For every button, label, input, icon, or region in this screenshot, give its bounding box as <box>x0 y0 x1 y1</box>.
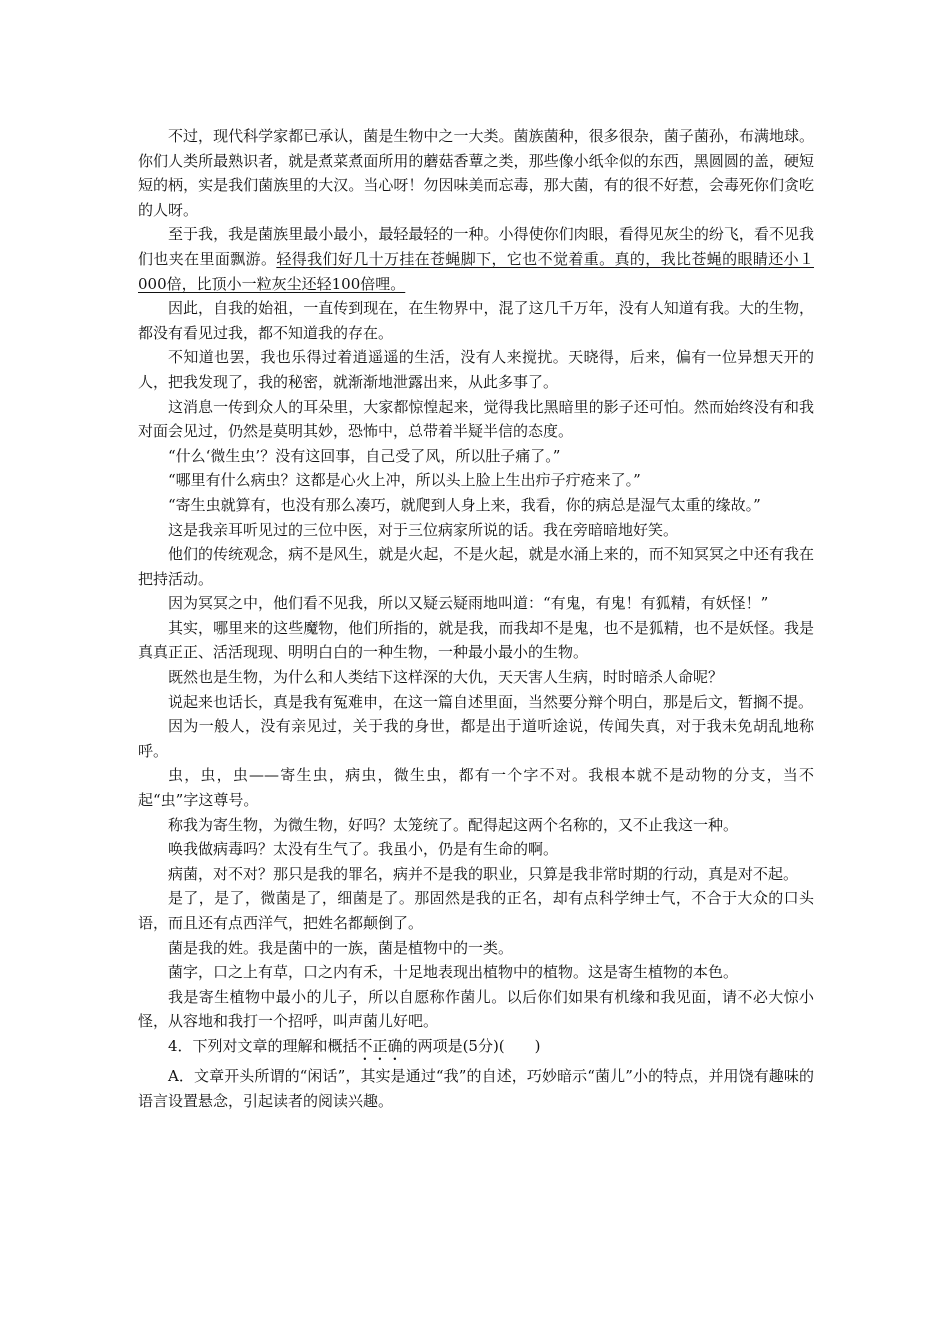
paragraph: 是了，是了，微菌是了，细菌是了。那固然是我的正名，却有点科学绅士气，不合于大众的口头语，而且还有点西洋气，把姓名都颠倒了。 <box>138 889 814 932</box>
emphasis-text: 不正确 <box>357 1036 403 1055</box>
quote-paragraph: “寄生虫就算有，也没有那么凑巧，就爬到人身上来，我看，你的病总是湿气太重的缘故。” <box>168 495 761 514</box>
paragraph: 既然也是生物，为什么和人类结下这样深的大仇，天天害人生病，时时暗杀人命呢？ <box>168 668 724 687</box>
paragraph: 因为一般人，没有亲见过，关于我的身世，都是出于道听途说，传闻失真，对于我未免胡乱地称呼。 <box>138 717 814 760</box>
paragraph: 因为冥冥之中，他们看不见我，所以又疑云疑雨地叫道：“有鬼，有鬼！有狐精，有妖怪！” <box>168 594 769 613</box>
paragraph: 菌字，口之上有草，口之内有禾，十足地表现出植物中的植物。这是寄生植物的本色。 <box>168 963 739 982</box>
underlined-sentence: 轻得我们好几十万挂在苍蝇脚下，它也不觉着重。真的，我比苍蝇的眼睛还小１ 000倍，比顶小一粒灰尘还轻100倍哩。 <box>138 249 814 293</box>
quote-paragraph: “哪里有什么病虫？这都是心火上冲，所以头上脸上生出疖子疔疮来了。” <box>168 471 641 490</box>
paragraph: 称我为寄生物，为微生物，好吗？太笼统了。配得起这两个名称的，又不止我这一种。 <box>168 815 739 834</box>
paragraph: 这消息一传到众人的耳朵里，大家都惊惶起来，觉得我比黑暗里的影子还可怕。然而始终没有和我对面会见过，仍然是莫明其妙，恐怖中，总带着半疑半信的态度。 <box>138 397 814 441</box>
paragraph: 唤我做病毒吗？太没有生气了。我虽小，仍是有生命的啊。 <box>168 840 559 859</box>
document-page <box>138 124 814 1113</box>
question-text-end: 的两项是(5分)( ) <box>402 1036 541 1055</box>
paragraph: 不知道也罢，我也乐得过着逍遥遥的生活，没有人来搅扰。天晓得，后来，偏有一位异想天开的人，把我发现了，我的秘密，就渐渐地泄露出来，从此多事了。 <box>138 348 814 391</box>
paragraph: 菌是我的姓。我是菌中的一族，菌是植物中的一类。 <box>168 938 514 957</box>
paragraph: 这是我亲耳听见过的三位中医，对于三位病家所说的话。我在旁暗暗地好笑。 <box>168 520 679 539</box>
paragraph: 因此，自我的始祖，一直传到现在，在生物界中，混了这几千万年，没有人知道有我。大的生物，都没有看见过我，都不知道我的存在。 <box>138 299 814 342</box>
paragraph: 虫，虫，虫——寄生虫，病虫，微生虫，都有一个字不对。我根本就不是动物的分支，当不起“虫”字这尊号。 <box>138 766 814 810</box>
paragraph: 我是寄生植物中最小的儿子，所以自愿称作菌儿。以后你们如果有机缘和我见面，请不必大惊小怪，从容地和我打一个招呼，叫声菌儿好吧。 <box>138 987 814 1031</box>
paragraph: 说起来也话长，真是我有冤难申，在这一篇自述里面，当然要分辩个明白，那是后文，暂搁不提。 <box>168 692 814 711</box>
paragraph: 不过，现代科学家都已承认，菌是生物中之一大类。菌族菌种，很多很杂，菌子菌孙，布满地球。你们人类所最熟识者，就是煮菜煮面所用的蘑菇香蕈之类，那些像小纸伞似的东西，黑圆圆的盖，硬短短的柄，实是我们菌族里的大汉。当心呀！勿因味美而忘毒，那大菌，有的很不好惹，会毒死你们贪吃的人呀。 <box>138 127 814 219</box>
quote-paragraph: “什么‘微生虫’？没有这回事，自己受了风，所以肚子痛了。” <box>168 446 561 465</box>
option-a: A．文章开头所谓的“闲话”，其实是通过“我”的自述，巧妙暗示“菌儿”小的特点，并用饶有趣味的语言设置悬念，引起读者的阅读兴趣。 <box>138 1066 814 1110</box>
paragraph: 其实，哪里来的这些魔物，他们所指的，就是我，而我却不是鬼，也不是狐精，也不是妖怪。我是真真正正、活活现现、明明白白的一种生物，一种最小最小的生物。 <box>138 618 814 662</box>
paragraph-with-underline <box>138 222 814 296</box>
paragraph-text: 至于我，我是菌族里最小最小，最轻最轻的一种。小得使你们肉眼，看得见灰尘的纷飞，看不见我们也夹在里面飘游。 <box>138 225 814 268</box>
paragraph: 他们的传统观念，病不是风生，就是火起，不是火起，就是水涌上来的，而不知冥冥之中还有我在把持活动。 <box>138 545 814 588</box>
paragraph: 病菌，对不对？那只是我的罪名，病并不是我的职业，只算是我非常时期的行动，真是对不起。 <box>168 864 799 883</box>
question-text: 4．下列对文章的理解和概括 <box>168 1036 358 1055</box>
question-stem <box>138 1034 814 1064</box>
